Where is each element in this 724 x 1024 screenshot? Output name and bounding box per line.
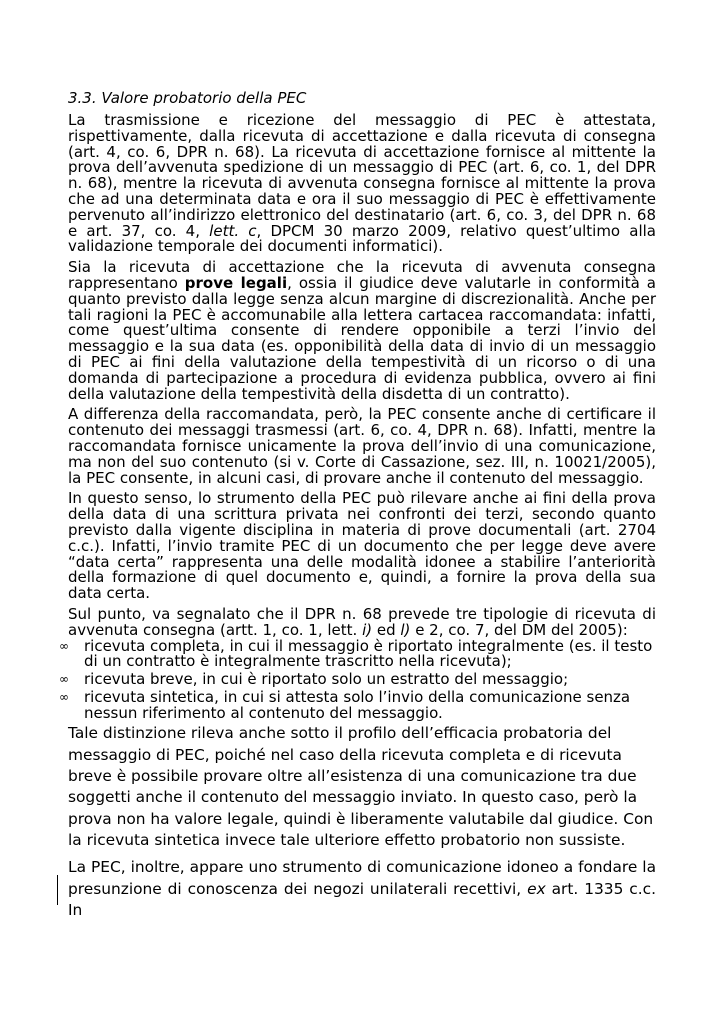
paragraph-tipologie: Sul punto, va segnalato che il DPR n. 68 prevede tre tipologie di ricevuta di avvenuta consegna (artt. 1, co. 1, lett. i) ed l) e 2, co. 7, del DM del 2005): [68, 604, 656, 639]
paragraph-presunzione: La PEC, inoltre, appare uno strumento di comunicazione idoneo a fondare la presunzione di conoscenza dei negozi unilaterali recettivi, ex art. 1335 c.c. In [68, 858, 656, 919]
prove-legali-bold: prove legali [184, 273, 288, 292]
section-heading: 3.3. Valore probatorio della PEC [68, 89, 307, 107]
infinity-bullet-icon: ∞ [59, 638, 69, 653]
document-page [59, 88, 656, 921]
paragraph-raccomandata: A differenza della raccomandata, però, la PEC consente anche di certificare il contenuto dei messaggi trasmessi (art. 6, co. 4, DPR n. 68). Infatti, mentre la raccomandata fornisce unicamente la prova dell’invio di una comunicazione, ma non del suo contenuto (si v. Corte di Cassazione, sez. III, n. 10021/2005), la PEC consente, in alcuni casi, di provare anche il contenuto del messaggio. [68, 405, 656, 487]
paragraph-ricevute: La trasmissione e ricezione del messaggio di PEC è attestata, rispettivamente, dalla ricevuta di accettazione e dalla ricevuta di consegna (art. 4, co. 6, DPR n. 68). La ricevuta di accettazione fornisce al mittente la prova dell’avvenuta spedizione di un messaggio di PEC (art. 6, co. 1, del DPR n. 68), mentre la ricevuta di avvenuta consegna fornisce al mittente la prova che ad una determinata data e ora il suo messaggio di PEC è effettivamente pervenuto all’indirizzo elettronico del destinatario (art. 6, co. 3, del DPR n. 68 e art. 37, co. 4, lett. c, DPCM 30 marzo 2009, relativo quest’ultimo alla validazione temporale dei documenti informatici). [68, 111, 656, 256]
ricevute-list [59, 636, 656, 722]
list-item: ∞ ricevuta completa, in cui il messaggio è riportato integralmente (es. il testo di un contratto è integralmente trascritto nella ricevuta); [59, 636, 653, 671]
list-item: ∞ ricevuta breve, in cui è riportato solo un estratto del messaggio; [59, 670, 569, 689]
infinity-bullet-icon: ∞ [59, 689, 69, 704]
wide-spaced-section [68, 723, 656, 921]
change-bar-marker [57, 875, 58, 905]
paragraph-data-certa: In questo senso, lo strumento della PEC può rilevare anche ai fini della prova della data di una scrittura privata nei confronti dei terzi, secondo quanto previsto dalla vigente disciplina in materia di prove documentali (art. 2704 c.c.). Infatti, l’invio tramite PEC di un documento che per legge deve avere “data certa” rappresenta una delle modalità idonee a stabilire l’anteriorità della formazione di quel documento e, quindi, a fornire la prova della sua data certa. [68, 489, 656, 603]
list-item: ∞ ricevuta sintetica, in cui si attesta solo l’invio della comunicazione senza nessun riferimento al contenuto del messaggio. [59, 687, 631, 722]
infinity-bullet-icon: ∞ [59, 672, 69, 687]
paragraph-prove-legali: Sia la ricevuta di accettazione che la ricevuta di avvenuta consegna rappresentano prove legali, ossia il giudice deve valutarle in conformità a quanto previsto dalla legge senza alcun margine di discrezionalità. Anche per tali ragioni la PEC è accomunabile alla lettera cartacea raccomandata: infatti, come quest’ultima consente di rendere opponibile a terzi l’invio del messaggio e la sua data (es. opponibilità della data di invio di un messaggio di PEC ai fini della valutazione della tempestività di un ricorso o di una domanda di partecipazione a procedura di evidenza pubblica, ovvero ai fini della valutazione della tempestività della disdetta di un contratto). [68, 258, 656, 403]
paragraph-efficacia: Tale distinzione rileva anche sotto il profilo dell’efficacia probatoria del messaggio di PEC, poiché nel caso della ricevuta completa e di ricevuta breve è possibile provare oltre all’esistenza di una comunicazione tra due soggetti anche il contenuto del messaggio inviato. In questo caso, però la prova non ha valore legale, quindi è liberamente valutabile dal giudice. Con la ricevuta sintetica invece tale ulteriore effetto probatorio non sussiste. [68, 724, 654, 849]
